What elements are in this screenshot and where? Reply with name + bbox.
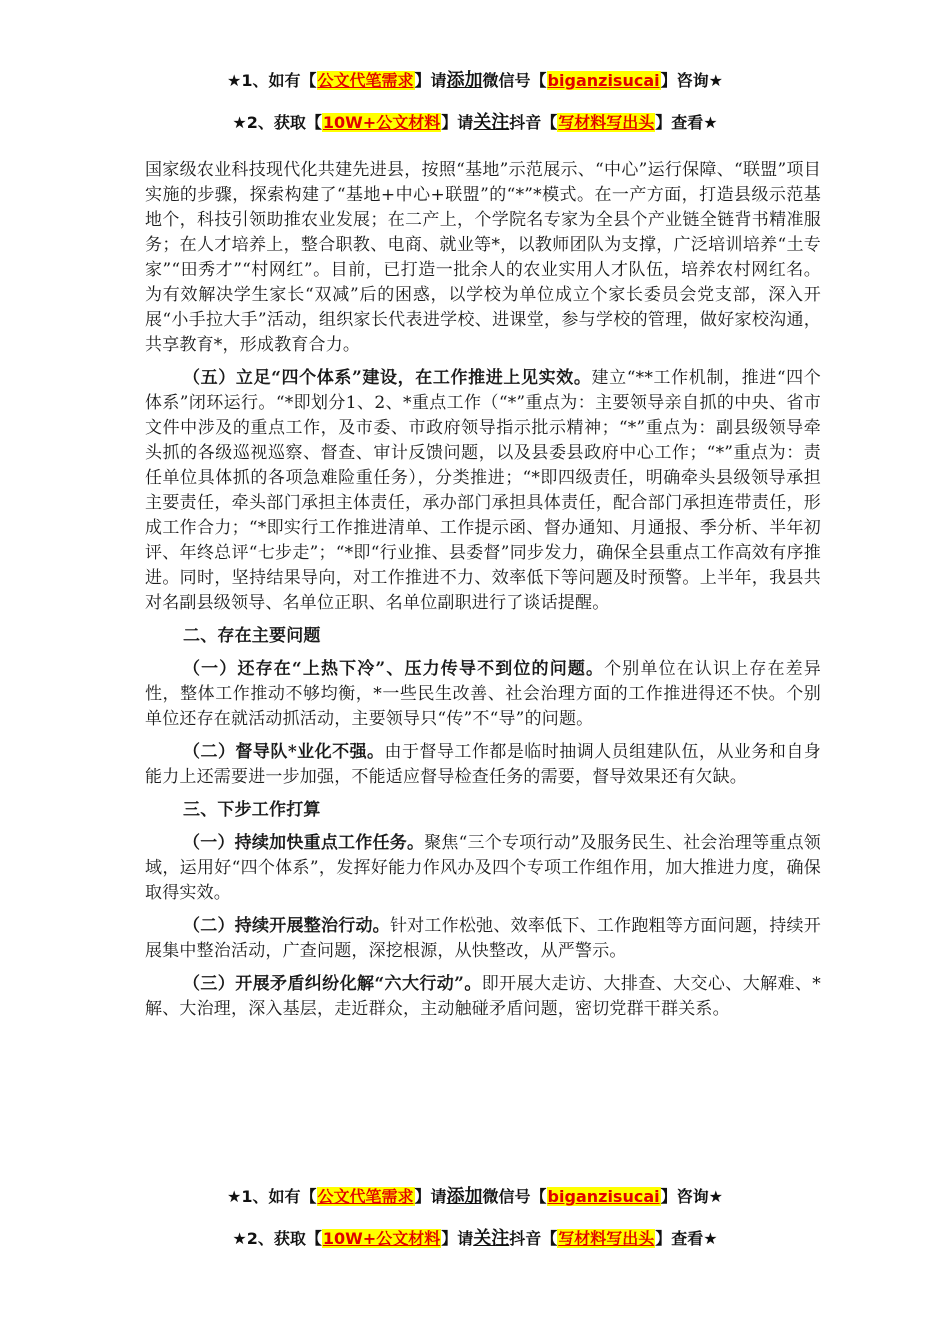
paragraph-text: 针对工作松弛、效率低下、工作跑粗等方面问题，持续开展集中整治活动，广查问题，深挖根源，从快整改，从严警示。 bbox=[145, 916, 821, 961]
wechat-id-highlight: biganzisucai bbox=[547, 71, 660, 90]
paragraph-lead: （一）持续加快重点工作任务。 bbox=[183, 833, 425, 853]
banner-text: 】请 bbox=[414, 1187, 447, 1206]
paragraph bbox=[145, 740, 821, 790]
section-heading: 三、下步工作打算 bbox=[183, 800, 321, 820]
paragraph-text: 即开展大走访、大排查、大交心、大解难、*解、大治理，深入基层，走近群众，主动触碰矛盾问题，密切党群干群关系。 bbox=[145, 974, 822, 1019]
top-banner-materials bbox=[0, 112, 950, 134]
paragraph bbox=[145, 972, 821, 1022]
banner-text: 微信号【 bbox=[482, 1187, 547, 1206]
banner-highlight: 公文代笔需求 bbox=[317, 71, 414, 90]
wechat-id-highlight: biganzisucai bbox=[547, 1187, 660, 1206]
banner-text: 】咨询★ bbox=[660, 71, 723, 90]
banner-text: 】请 bbox=[441, 113, 474, 132]
banner-text: ★2、获取【 bbox=[232, 1229, 322, 1248]
paragraph-lead: （二）持续开展整治行动。 bbox=[183, 916, 390, 936]
banner-text: 抖音【 bbox=[509, 113, 558, 132]
banner-text: 】查看★ bbox=[655, 113, 718, 132]
banner-text: ★1、如有【 bbox=[227, 1187, 317, 1206]
paragraph-text: 聚焦“三个专项行动”及服务民生、社会治理等重点领域，运用好“四个体系”，发挥好能力作风办及四个专项工作组作用，加大推进力度，确保取得实效。 bbox=[145, 833, 821, 903]
bottom-banner-consult bbox=[0, 1186, 950, 1208]
paragraph-lead: （五）立足“四个体系”建设，在工作推进上见实效。 bbox=[183, 368, 592, 388]
banner-text: 】咨询★ bbox=[660, 1187, 723, 1206]
banner-text: ★1、如有【 bbox=[227, 71, 317, 90]
paragraph-lead: （三）开展矛盾纠纷化解“六大行动”。 bbox=[183, 974, 482, 994]
paragraph bbox=[145, 366, 821, 616]
banner-text: 】查看★ bbox=[655, 1229, 718, 1248]
paragraph-text: 个别单位在认识上存在差异性，整体工作推动不够均衡，*一些民生改善、社会治理方面的工作推进得还不快。个别单位还存在就活动抓活动，主要领导只“传”不“导”的问题。 bbox=[145, 659, 822, 729]
banner-highlight: 10W+公文材料 bbox=[322, 1229, 441, 1248]
paragraph bbox=[145, 831, 821, 906]
paragraph-text: 建立“**工作机制，推进“四个体系”闭环运行。“*即划分1、2、*重点工作（“*”重点为：主要领导亲自抓的中央、省市文件中涉及的重点工作，及市委、市政府领导指示批示精神；“*”重点为：副县级领导牵头抓的各级巡视巡察、督查、审计反馈问题，以及县委县政府中心工作；“*”重点为：责任单位具体抓的各项急难险重任务），分类推进；“*即四级责任，明确牵头县级领导承担主要责任，牵头部门承担主体责任，承办部门承担具体责任，配合部门承担连带责任，形成工作合力；“*即实行工作推进清单、工作提示函、督办通知、月通报、季分析、半年初评、年终总评“七步走”；“*即“行业推、县委督”同步发力，确保全县重点工作高效有序推进。同时，坚持结果导向，对工作推进不力、效率低下等问题及时预警。上半年，我县共对名副县级领导、名单位正职、名单位副职进行了谈话提醒。 bbox=[145, 368, 821, 613]
banner-text: 微信号【 bbox=[482, 71, 547, 90]
banner-text: 】请 bbox=[414, 71, 447, 90]
banner-text: ★2、获取【 bbox=[232, 113, 322, 132]
banner-text: 】请 bbox=[441, 1229, 474, 1248]
banner-highlight: 10W+公文材料 bbox=[322, 113, 441, 132]
document-body bbox=[145, 158, 821, 1030]
section-heading: 二、存在主要问题 bbox=[183, 626, 321, 646]
top-banner-consult bbox=[0, 70, 950, 92]
paragraph-lead: （二）督导队*业化不强。 bbox=[183, 742, 385, 762]
paragraph: 国家级农业科技现代化共建先进县，按照“基地”示范展示、“中心”运行保障、“联盟”项目实施的步骤，探索构建了“基地+中心+联盟”的“*”*模式。在一产方面，打造县级示范基地个，科技引领助推农业发展；在二产上，个学院名专家为全县个产业链全链背书精准服务；在人才培养上，整合职教、电商、就业等*，以教师团队为支撑，广泛培训培养“土专家”“田秀才”“村网红”。目前，已打造一批余人的农业实用人才队伍，培养农村网红名。为有效解决学生家长“双减”后的困惑，以学校为单位成立个家长委员会党支部，深入开展“小手拉大手”活动，组织家长代表进学校、进课堂，参与学校的管理，做好家校沟通，共享教育*，形成教育合力。 bbox=[145, 160, 821, 355]
banner-text: 抖音【 bbox=[509, 1229, 558, 1248]
banner-underline: 添加 bbox=[446, 1186, 483, 1207]
banner-highlight: 公文代笔需求 bbox=[317, 1187, 414, 1206]
banner-underline: 关注 bbox=[473, 112, 510, 133]
banner-underline: 添加 bbox=[446, 70, 483, 91]
douyin-id-highlight: 写材料写出头 bbox=[558, 113, 655, 132]
bottom-banner-materials bbox=[0, 1228, 950, 1250]
paragraph-lead: （一）还存在“上热下冷”、压力传导不到位的问题。 bbox=[183, 659, 605, 679]
paragraph bbox=[145, 657, 821, 732]
paragraph-text: 由于督导工作都是临时抽调人员组建队伍，从业务和自身能力上还需要进一步加强，不能适应督导检查任务的需要，督导效果还有欠缺。 bbox=[145, 742, 821, 787]
banner-underline: 关注 bbox=[473, 1228, 510, 1249]
douyin-id-highlight: 写材料写出头 bbox=[558, 1229, 655, 1248]
paragraph bbox=[145, 914, 821, 964]
